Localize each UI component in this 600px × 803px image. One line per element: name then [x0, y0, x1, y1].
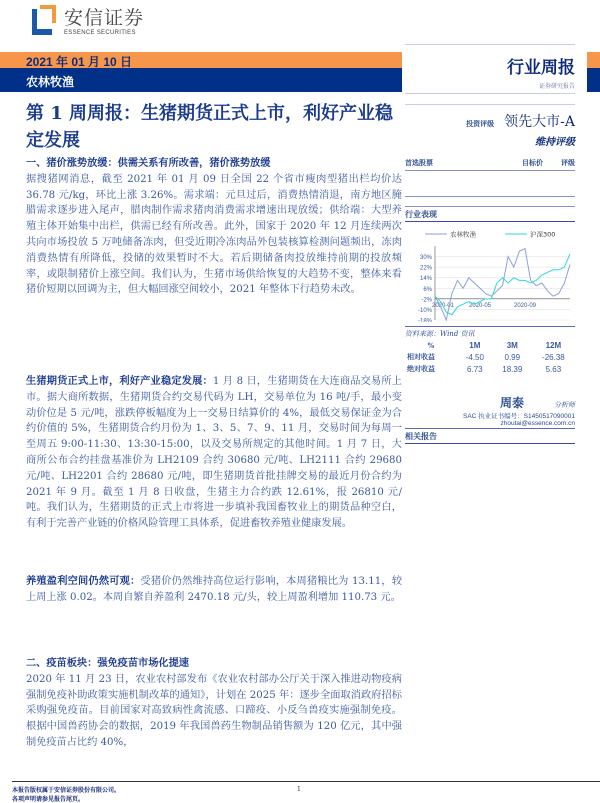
section-lead: 养殖盈利空间仍然可观： — [26, 575, 141, 587]
divider — [405, 196, 575, 197]
col-stock: 首选股票 — [405, 158, 433, 167]
rating-value: 领先大市-A — [504, 114, 575, 130]
x-tick-label: 2020-09 — [513, 302, 537, 309]
th: 1M — [469, 341, 481, 350]
col-rating: 评级 — [561, 158, 575, 167]
analyst-role: 分析师 — [554, 401, 575, 409]
analyst-sac: SAC 执业证书编号：S1450517090001 — [462, 413, 575, 420]
section-1 — [26, 156, 402, 298]
section-text: 2020 年 11 月 23 日，农业农村部发布《农业农村部办公厅关于深入推进动物疫病强制免疫补助政策实施机制改革的通知》，计划在 2025 年：逐步全面取消政府招标采购强免疫苗。目前国家对高致病性禽流感、口蹄疫、小反刍兽疫实施强制免疫。根据中国兽药协会的数据，2019 年我国兽药生物制品销售额为 120 亿元，其中强制免疫苗占比约 40%， — [26, 673, 402, 748]
band-accent — [587, 52, 600, 68]
legend-label: 沪深300 — [530, 230, 556, 239]
company-logo — [32, 3, 144, 36]
table-row — [405, 351, 575, 363]
section-text: 1 月 8 日，生猪期货在大连商品交易所上市。据大商所数据，生猪期货合约交易代码为 LH，交易单位为 16 吨/手，最小变动价位是 5 元/吨，涨跌停板幅度为上一交易日结算价的 4%，最低交易保证金为合约价值的 5%，生猪期货合约月份为 1、3、5、7、9、11 月，交易时间为每周一至周五 9:00-11:30、13:30-15:00，以及交易所规定的其他时间。1 月 7 日，大商所公布合约挂盘基准价为 LH2109 合约 30680 元/吨、LH2111 合约 29680 元/吨、LH2201 合约 28680 元/吨，即生猪期货首批挂牌交易的最近月份合约为 2021 年 9 月。截至 1 月 8 日收盘，生猪主力合约跌 12.61%，报 26810 元/吨。我们认为，生猪期货的正式上市将进一步填补我国畜牧业上的期货品种空白，有利于完善产业链的价格风险管理工具体系，促进畜牧养殖业健康发展。 — [26, 376, 402, 530]
section-2 — [26, 374, 402, 532]
section-3 — [26, 574, 402, 606]
th: 3M — [506, 341, 518, 350]
footer-copyright: 本报告版权属于安信证券股份有限公司。 — [12, 787, 121, 794]
cell: -26.38 — [542, 352, 565, 362]
y-tick-label: 30% — [419, 255, 432, 262]
report-subtype: 证券研究报告 — [538, 83, 575, 90]
logo-en: ESSENCE SECURITIES — [64, 30, 136, 36]
cell: 6.73 — [467, 364, 483, 374]
y-tick-label: 22% — [419, 265, 432, 272]
col-target: 目标价 — [522, 158, 543, 167]
logo-mark-icon — [32, 5, 56, 35]
y-tick-label: 14% — [419, 276, 432, 283]
chart-source: 资料来源：Wind 资讯 — [405, 330, 475, 338]
th: % — [427, 341, 435, 350]
cell: -4.50 — [465, 352, 484, 362]
rating-maintain: 维持评级 — [535, 137, 575, 148]
sector-name: 农林牧渔 — [26, 75, 75, 89]
cell: 0.99 — [504, 352, 521, 362]
perf-title: 行业表现 — [405, 209, 575, 222]
y-tick-label: -10% — [417, 307, 432, 314]
report-type-box — [405, 44, 575, 94]
band-accent — [587, 68, 600, 92]
report-type: 行业周报 — [507, 58, 575, 78]
section-heading: 二、疫苗板块：强免疫苗市场化提速 — [26, 657, 189, 669]
section-4 — [26, 656, 402, 751]
perf-section — [405, 206, 575, 339]
page-number: 1 — [297, 786, 301, 793]
y-tick-label: -2% — [421, 297, 432, 304]
analyst-box — [405, 392, 575, 444]
cell: 18.39 — [502, 364, 523, 374]
table-row — [405, 363, 575, 375]
analyst-name: 周泰 — [499, 396, 524, 410]
industry-performance-chart — [405, 222, 575, 322]
logo-cn: 安信证券 — [64, 7, 145, 29]
analyst-email[interactable]: zhoutai@essence.com.cn — [405, 420, 575, 429]
rating-box — [405, 104, 575, 148]
y-tick-label: -18% — [417, 318, 432, 322]
section-text: 据搜猪网消息，截至 2021 年 01 月 09 日全国 22 个省市瘦肉型猪出栏均价达 36.78 元/kg，环比上涨 3.26%。需求端：元旦过后，消费热情消退，南方地区腌腊需求逐步进入尾声，腊肉制作需求猪肉消费需求增速出现放缓；供给端：大型养殖主体开始集中出栏，供需已经有所改善。此外，国家于 2020 年 12 月连续两次共向市场投放 5 万吨储备冻肉，但受近期冷冻肉品外包装核算检测问题频出，冻肉消费热情有所降低，投储的效果暂时不大。若后期储备肉投放维持前期的投放频率，或限制猪价上涨空间。我们认为，生猪市场供给恢复的大趋势不变，整体来看猪价短期以回调为主，但大幅回涨空间较小，2021 年整体下行趋势未改。 — [26, 173, 402, 296]
cell: 5.63 — [545, 364, 562, 374]
legend-label: 农林牧渔 — [450, 230, 476, 239]
report-date: 2021 年 01 月 10 日 — [26, 55, 133, 69]
section-text: 受猪价仍然维持高位运行影响，本周猪粮比为 13.11，较上周上涨 0.02。本周自繁自养盈利 2470.18 元/头，较上周盈利增加 110.73 元。 — [26, 576, 403, 603]
related-reports-title: 相关报告 — [405, 431, 575, 444]
row-label: 相对收益 — [407, 352, 435, 361]
stocks-header — [405, 158, 575, 171]
x-tick-label: 2020-01 — [431, 302, 455, 309]
row-label: 绝对收益 — [407, 364, 435, 373]
returns-table — [405, 340, 575, 375]
th: 12M — [545, 341, 562, 350]
section-heading: 一、猪价涨势放缓：供需关系有所改善，猪价涨势放缓 — [26, 157, 271, 169]
section-lead: 生猪期货正式上市，利好产业稳定发展： — [26, 375, 213, 387]
footer-notice: 各项声明请参见报告尾页。 — [12, 796, 85, 803]
page-title: 第 1 周周报：生猪期货正式上市，利好产业稳定发展 — [26, 103, 394, 151]
y-tick-label: 6% — [423, 286, 432, 293]
x-tick-label: 2020-05 — [468, 302, 492, 309]
rating-label: 投资评级 — [466, 119, 495, 128]
